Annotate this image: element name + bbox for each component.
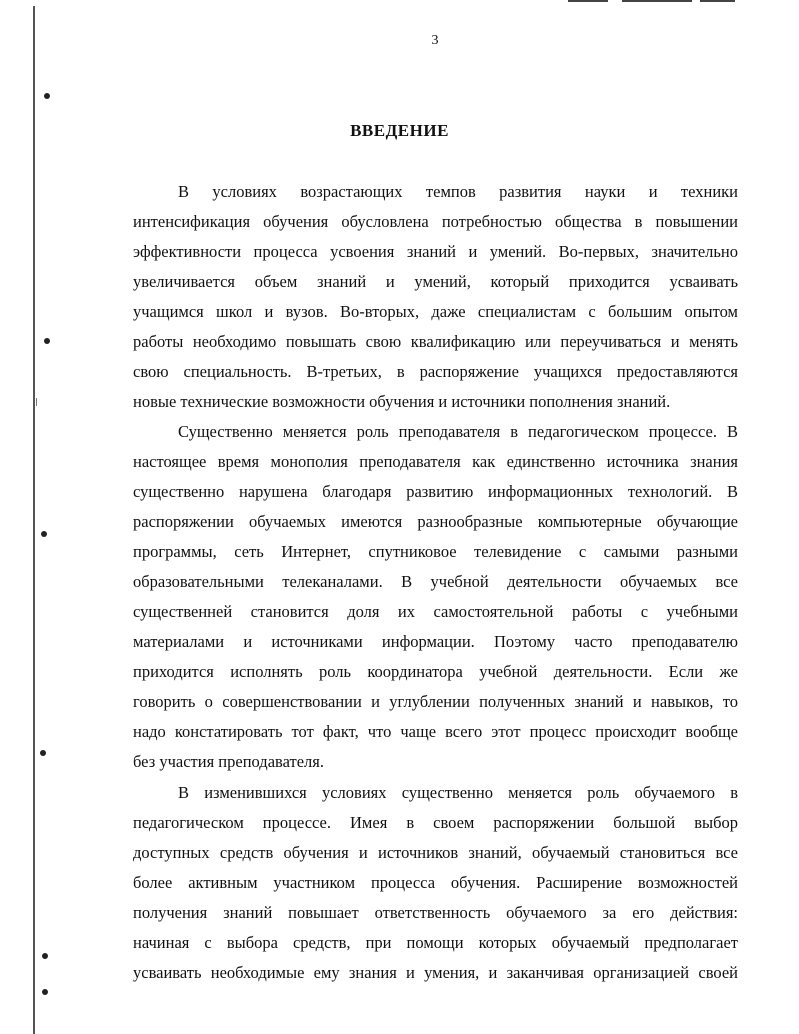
text-line: говорить о совершенствовании и углублении полученных знаний и навыков, то	[133, 692, 738, 711]
text-line: программы, сеть Интернет, спутниковое телевидение с самыми разными	[133, 542, 738, 561]
text-line: Существенно меняется роль преподавателя в педагогическом процессе. В	[178, 422, 738, 441]
scan-top-mark	[568, 0, 608, 2]
text-line: В условиях возрастающих темпов развития науки и техники	[178, 182, 738, 201]
text-line: существенней становится доля их самостоятельной работы с учебными	[133, 602, 738, 621]
text-line: работы необходимо повышать свою квалификацию или переучиваться и менять	[133, 332, 738, 351]
text-line: В изменившихся условиях существенно меняется роль обучаемого в	[178, 783, 738, 802]
text-line: доступных средств обучения и источников знаний, обучаемый становиться все	[133, 843, 738, 862]
text-line: распоряжении обучаемых имеются разнообразные компьютерные обучающие	[133, 512, 738, 531]
text-line: учащимся школ и вузов. Во-вторых, даже специалистам с большим опытом	[133, 302, 738, 321]
binder-hole-mark	[44, 93, 50, 99]
text-line: без участия преподавателя.	[133, 752, 324, 771]
text-line: существенно нарушена благодаря развитию информационных технологий. В	[133, 482, 738, 501]
text-line: настоящее время монополия преподавателя как единственно источника знания	[133, 452, 738, 471]
text-line: педагогическом процессе. Имея в своем распоряжении большой выбор	[133, 813, 738, 832]
text-line: материалами и источниками информации. Поэтому часто преподавателю	[133, 632, 738, 651]
scan-left-edge	[33, 6, 35, 1034]
text-line: эффективности процесса усвоения знаний и умений. Во-первых, значительно	[133, 242, 738, 261]
text-line: начиная с выбора средств, при помощи которых обучаемый предполагает	[133, 933, 738, 952]
text-line: более активным участником процесса обучения. Расширение возможностей	[133, 873, 738, 892]
scan-top-mark	[622, 0, 692, 2]
binder-hole-mark	[42, 989, 48, 995]
binder-hole-mark	[40, 750, 46, 756]
scan-speck	[36, 398, 37, 406]
text-line: интенсификация обучения обусловлена потребностью общества в повышении	[133, 212, 738, 231]
text-line: увеличивается объем знаний и умений, который приходится усваивать	[133, 272, 738, 291]
binder-hole-mark	[44, 338, 50, 344]
binder-hole-mark	[41, 531, 47, 537]
binder-hole-mark	[42, 953, 48, 959]
page-number: 3	[431, 33, 439, 48]
scan-top-mark	[700, 0, 735, 2]
text-line: свою специальность. В-третьих, в распоряжение учащихся предоставляются	[133, 362, 738, 381]
text-line: новые технические возможности обучения и источники пополнения знаний.	[133, 392, 671, 411]
text-line: образовательными телеканалами. В учебной деятельности обучаемых все	[133, 572, 738, 591]
page-title: ВВЕДЕНИЕ	[350, 121, 449, 140]
text-line: усваивать необходимые ему знания и умения, и заканчивая организацией своей	[133, 963, 738, 982]
text-line: приходится исполнять роль координатора учебной деятельности. Если же	[133, 662, 738, 681]
text-line: получения знаний повышает ответственность обучаемого за его действия:	[133, 903, 738, 922]
text-line: надо констатировать тот факт, что чаще всего этот процесс происходит вообще	[133, 722, 738, 741]
